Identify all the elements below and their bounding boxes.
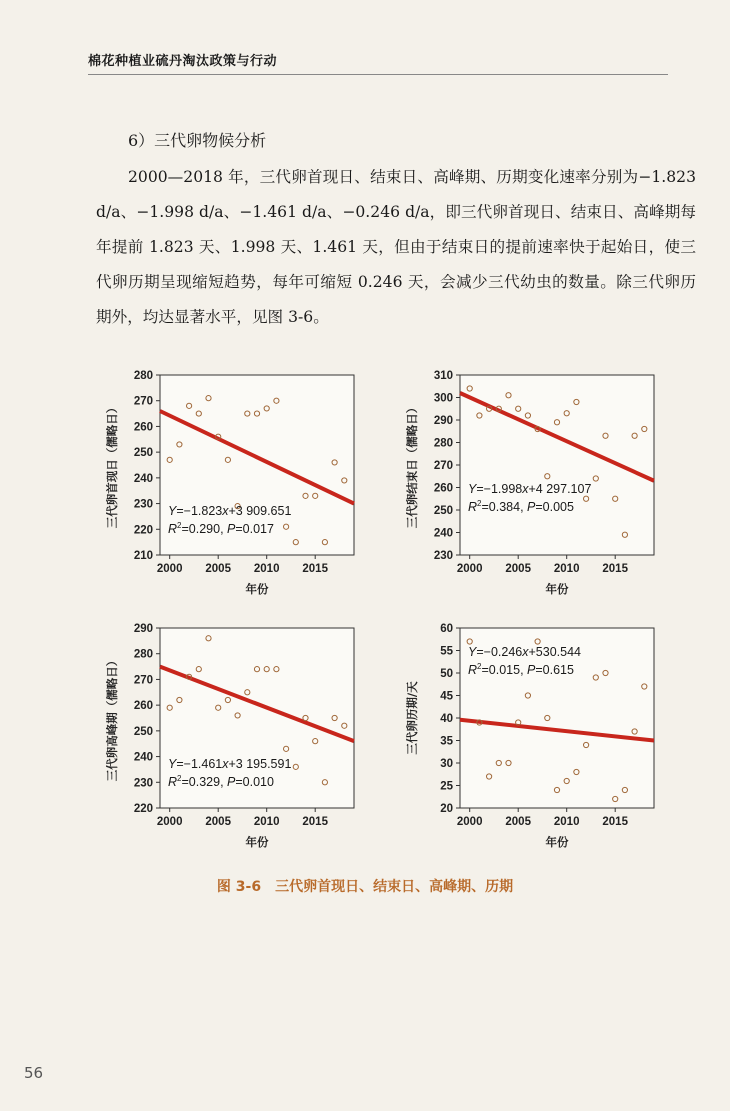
y-tick-label: 290 [133,623,153,635]
y-tick-label: 240 [133,472,153,485]
y-tick-label: 260 [133,421,153,434]
y-tick-label: 210 [133,550,153,562]
y-tick-label: 60 [440,623,453,635]
x-tick-label: 2000 [156,816,183,828]
x-axis-label: 年份 [545,582,569,596]
y-tick-label: 280 [133,648,153,661]
y-tick-label: 250 [133,725,153,738]
y-tick-label: 310 [433,370,453,382]
y-tick-label: 20 [440,803,453,815]
y-tick-label: 250 [133,447,153,460]
regression-equation: Y=−1.823x+3 909.651 [168,504,292,518]
x-tick-label: 2015 [302,816,328,828]
x-tick-label: 2005 [505,816,531,828]
y-tick-label: 35 [440,735,453,748]
y-tick-label: 290 [433,415,453,427]
y-tick-label: 280 [433,437,453,450]
y-tick-label: 45 [440,690,453,703]
regression-stats: $R^2=0.290$, P=0.017 [168,521,274,536]
y-tick-label: 260 [133,700,153,713]
y-tick-label: 220 [133,803,153,815]
x-tick-label: 2015 [602,816,628,828]
running-header: 棉花种植业硫丹淘汰政策与行动 [88,54,278,69]
x-tick-label: 2010 [253,563,280,575]
chart-duration [386,618,696,862]
y-tick-label: 230 [133,777,153,790]
x-tick-label: 2005 [205,563,231,575]
y-tick-label: 240 [433,527,453,540]
y-tick-label: 230 [433,550,453,562]
regression-stats: $R^2=0.329$, P=0.010 [168,774,274,789]
y-tick-label: 270 [433,460,453,472]
regression-stats: $R^2=0.015$, P=0.615 [468,662,574,677]
chart-end-date [386,365,696,609]
y-tick-label: 280 [133,370,153,382]
plot-frame [460,375,654,555]
figure-caption: 图 3-6 三代卵首现日、结束日、高峰期、历期 [216,879,514,895]
y-axis-label: 三代卵高峰期（儒略日） [105,654,119,782]
x-tick-label: 2005 [205,816,231,828]
regression-equation: Y=−1.998x+4 297.107 [468,482,592,496]
scatter-plot-svg [386,365,696,605]
y-tick-label: 300 [433,392,453,405]
page-number: 56 [24,1064,44,1082]
x-tick-label: 2000 [456,563,483,575]
y-axis-label: 三代卵首现日（儒略日） [105,401,119,529]
regression-stats: $R^2=0.384$, P=0.005 [468,499,574,514]
x-tick-label: 2010 [253,816,280,828]
y-axis-label: 三代卵历期/天 [405,681,419,755]
y-tick-label: 230 [133,498,153,511]
body-paragraph: 2000—2018 年，三代卵首现日、结束日、高峰期、历期变化速率分别为−1.823 d/a、−1.998 d/a、−1.461 d/a、−0.246 d/a，即三代卵首现日、结束日、高峰期每年提前 1.823 天、1.998 天、1.461 天，但由于结束日的提前速率快于起始日，使三代卵历期呈现缩短趋势，每年可缩短 0.246 天，会减少三代幼虫的数量。除三代卵历期外，均达显著水平，见图 3-6。 [96,168,696,326]
y-tick-label: 250 [433,505,453,517]
y-tick-label: 50 [440,668,453,680]
y-axis-label: 三代卵结束日（儒略日） [405,401,419,529]
x-axis-label: 年份 [245,835,269,849]
x-tick-label: 2000 [456,816,483,828]
y-tick-label: 270 [133,674,153,687]
regression-equation: Y=−1.461x+3 195.591 [168,757,292,771]
scatter-plot-svg [86,618,396,858]
header-divider [88,74,668,75]
chart-peak-period [86,618,396,862]
y-tick-label: 240 [133,751,153,764]
y-tick-label: 220 [133,524,153,537]
y-tick-label: 55 [440,645,453,658]
x-axis-label: 年份 [245,582,269,596]
chart-first-appearance [86,365,396,609]
x-axis-label: 年份 [545,835,569,849]
scatter-plot-svg [386,618,696,858]
x-tick-label: 2015 [602,563,628,575]
x-tick-label: 2010 [553,563,580,575]
section-heading: 6）三代卵物候分析 [128,131,267,150]
y-tick-label: 30 [440,758,453,770]
x-tick-label: 2005 [505,563,531,575]
y-tick-label: 260 [433,482,453,495]
y-tick-label: 40 [440,713,453,725]
x-tick-label: 2015 [302,563,328,575]
scatter-plot-svg [86,365,396,605]
regression-equation: Y=−0.246x+530.544 [468,645,581,659]
y-tick-label: 270 [133,395,153,408]
x-tick-label: 2000 [156,563,183,575]
y-tick-label: 25 [440,780,453,793]
x-tick-label: 2010 [553,816,580,828]
